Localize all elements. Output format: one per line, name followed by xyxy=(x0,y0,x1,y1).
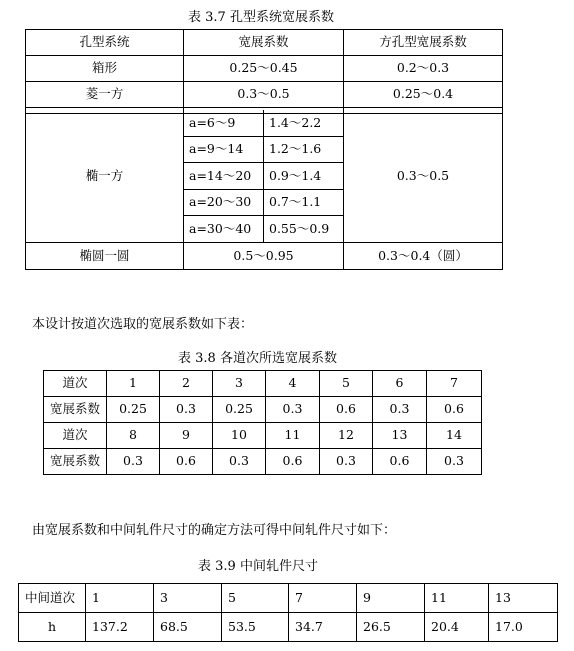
coef-cell: 0.3 xyxy=(213,449,266,475)
row-box-name: 箱形 xyxy=(26,56,184,82)
row-ellipse-square: 0.3～0.5 xyxy=(344,110,503,243)
table-3-9 xyxy=(18,583,558,642)
row-label-pass: 道次 xyxy=(44,423,107,449)
pass-cell: 12 xyxy=(320,423,373,449)
coef-cell: 0.6 xyxy=(373,449,427,475)
pass-cell: 6 xyxy=(373,371,427,397)
ellipse-v-5: 0.55～0.9 xyxy=(264,216,344,243)
table-3-7-caption: 表 3.7 孔型系统宽展系数 xyxy=(188,10,334,25)
row-label-pass: 道次 xyxy=(44,371,107,397)
row-ellipse-name: 椭一方 xyxy=(26,110,184,243)
ellipse-v-2: 1.2～1.6 xyxy=(264,136,344,163)
header-spread-coef: 宽展系数 xyxy=(184,30,344,56)
table-3-9-caption: 表 3.9 中间轧件尺寸 xyxy=(198,559,318,574)
coef-cell: 0.6 xyxy=(427,397,482,423)
table-3-8 xyxy=(43,370,482,475)
row-label-mid-pass: 中间道次 xyxy=(19,584,86,613)
coef-cell: 0.3 xyxy=(427,449,482,475)
ellipse-a-3: a=14～20 xyxy=(184,163,264,190)
mid-pass-cell: 5 xyxy=(222,584,289,613)
pass-cell: 11 xyxy=(266,423,320,449)
ellipse-v-3: 0.9～1.4 xyxy=(264,163,344,190)
pass-cell: 13 xyxy=(373,423,427,449)
pass-cell: 9 xyxy=(160,423,213,449)
mid-pass-cell: 7 xyxy=(289,584,357,613)
mid-pass-cell: 3 xyxy=(154,584,222,613)
h-cell: 26.5 xyxy=(357,613,425,642)
ellipse-a-1: a=6～9 xyxy=(184,110,264,136)
row-rhombus-square: 0.25～0.4 xyxy=(344,82,503,108)
row-label-coef: 宽展系数 xyxy=(44,397,107,423)
pass-cell: 8 xyxy=(107,423,160,449)
ellipse-v-4: 0.7～1.1 xyxy=(264,189,344,216)
pass-cell: 14 xyxy=(427,423,482,449)
row-label-h: h xyxy=(19,613,86,642)
h-cell: 137.2 xyxy=(86,613,154,642)
table-row xyxy=(44,397,482,423)
coef-cell: 0.3 xyxy=(266,397,320,423)
h-cell: 20.4 xyxy=(425,613,489,642)
row-oval-square: 0.3～0.4（圆） xyxy=(344,243,503,270)
ellipse-a-2: a=9～14 xyxy=(184,136,264,163)
header-hole-system: 孔型系统 xyxy=(26,30,184,56)
row-rhombus-name: 菱一方 xyxy=(26,82,184,108)
paragraph-1: 本设计按道次选取的宽展系数如下表： xyxy=(32,317,254,332)
coef-cell: 0.6 xyxy=(320,397,373,423)
table-3-7 xyxy=(25,29,503,114)
table-3-7-ellipse-block xyxy=(25,110,503,270)
coef-cell: 0.25 xyxy=(107,397,160,423)
pass-cell: 1 xyxy=(107,371,160,397)
h-cell: 34.7 xyxy=(289,613,357,642)
pass-cell: 3 xyxy=(213,371,266,397)
mid-pass-cell: 9 xyxy=(357,584,425,613)
table-row xyxy=(19,584,558,613)
pass-cell: 10 xyxy=(213,423,266,449)
table-row xyxy=(44,449,482,475)
header-square-coef: 方孔型宽展系数 xyxy=(344,30,503,56)
mid-pass-cell: 11 xyxy=(425,584,489,613)
coef-cell: 0.3 xyxy=(320,449,373,475)
coef-cell: 0.3 xyxy=(373,397,427,423)
coef-cell: 0.6 xyxy=(160,449,213,475)
ellipse-a-4: a=20～30 xyxy=(184,189,264,216)
table-row xyxy=(44,371,482,397)
row-oval-name: 椭圆一圆 xyxy=(26,243,184,270)
mid-pass-cell: 1 xyxy=(86,584,154,613)
row-box-square: 0.2～0.3 xyxy=(344,56,503,82)
ellipse-v-1: 1.4～2.2 xyxy=(264,110,344,136)
coef-cell: 0.25 xyxy=(213,397,266,423)
table-3-8-caption: 表 3.8 各道次所选宽展系数 xyxy=(178,351,337,366)
h-cell: 68.5 xyxy=(154,613,222,642)
ellipse-a-5: a=30～40 xyxy=(184,216,264,243)
table-row xyxy=(44,423,482,449)
h-cell: 17.0 xyxy=(489,613,558,642)
pass-cell: 4 xyxy=(266,371,320,397)
paragraph-2: 由宽展系数和中间轧件尺寸的确定方法可得中间轧件尺寸如下： xyxy=(32,523,397,538)
pass-cell: 7 xyxy=(427,371,482,397)
pass-cell: 5 xyxy=(320,371,373,397)
pass-cell: 2 xyxy=(160,371,213,397)
row-oval-coef: 0.5～0.95 xyxy=(184,243,344,270)
coef-cell: 0.6 xyxy=(266,449,320,475)
coef-cell: 0.3 xyxy=(107,449,160,475)
row-rhombus-coef: 0.3～0.5 xyxy=(184,82,344,108)
row-label-coef: 宽展系数 xyxy=(44,449,107,475)
coef-cell: 0.3 xyxy=(160,397,213,423)
table-row xyxy=(19,613,558,642)
row-box-coef: 0.25～0.45 xyxy=(184,56,344,82)
mid-pass-cell: 13 xyxy=(489,584,558,613)
h-cell: 53.5 xyxy=(222,613,289,642)
